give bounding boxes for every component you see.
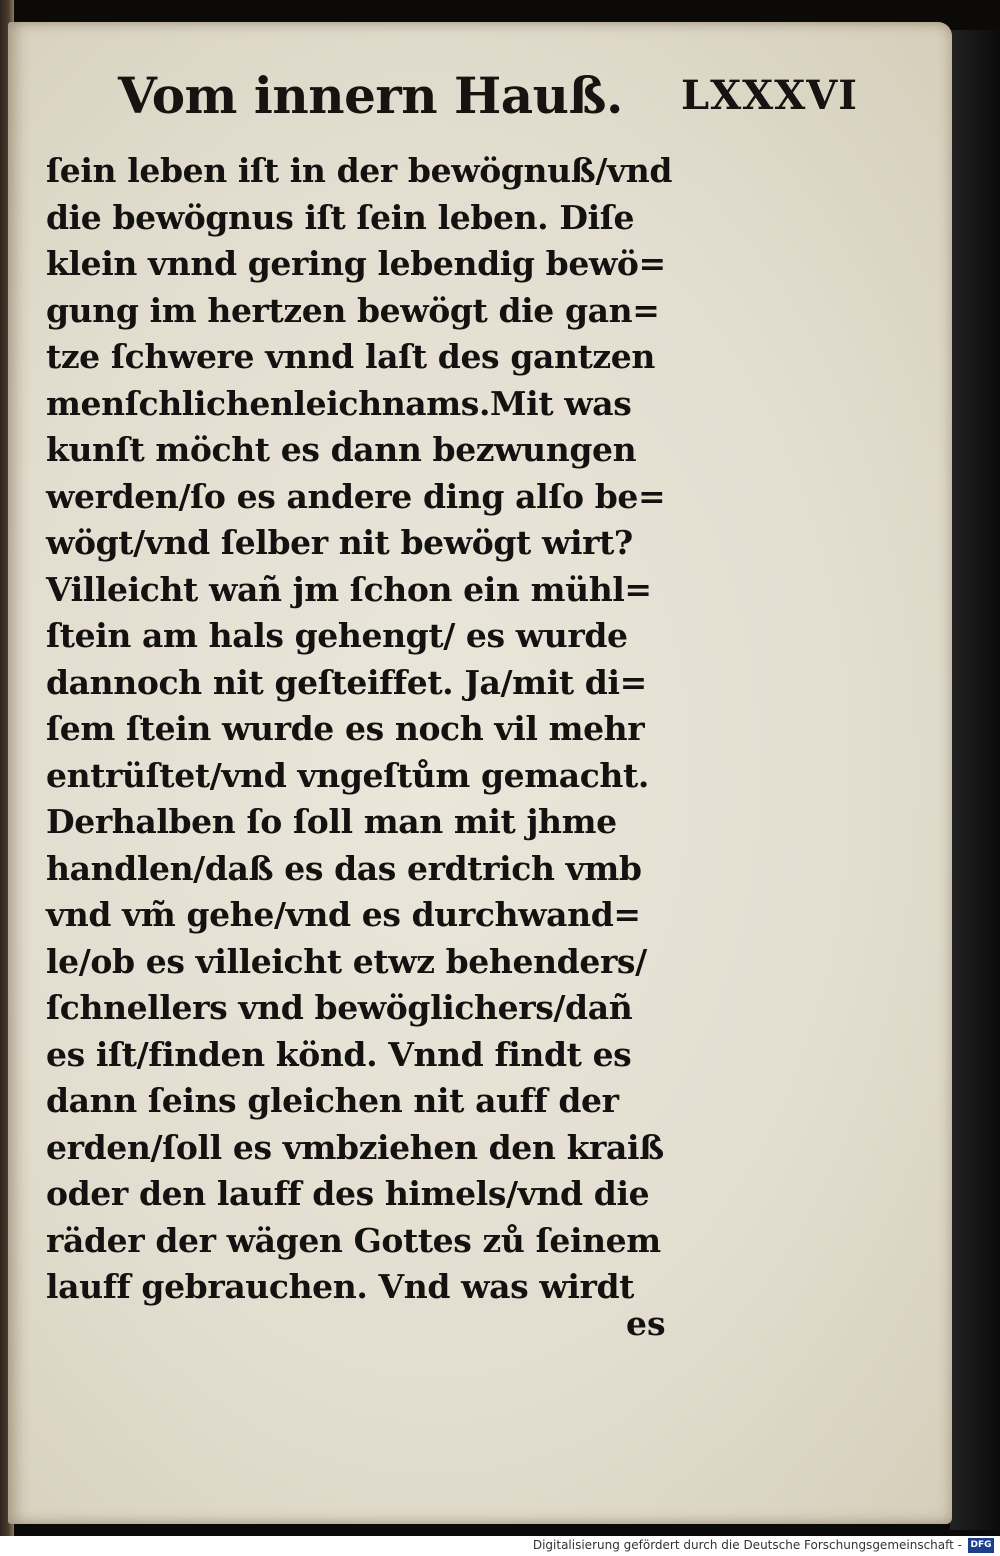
text-line: ſem ſtein wurde es noch vil mehr: [46, 709, 645, 748]
body-text: [46, 148, 676, 1311]
text-line: dannoch nit geſteiffet. Ja/mit di=: [46, 662, 647, 702]
text-line: tze ſchwere vnnd laſt des gantzen: [46, 337, 655, 376]
text-line: Derhalben ſo ſoll man mit jhme: [46, 802, 617, 841]
text-line: gung im hertzen bewögt die gan=: [46, 290, 660, 330]
text-line: oder den lauff des himels/vnd die: [46, 1174, 650, 1213]
funding-credit: Digitalisierung gefördert durch die Deutsche Forschungsgemeinschaft -: [532, 1538, 962, 1552]
text-line: handlen/daß es das erdtrich vmb: [46, 848, 642, 888]
text-line: vnd vm̃ gehe/vnd es durchwand=: [46, 895, 641, 934]
text-line: lauff gebrauchen. Vnd was wirdt: [46, 1267, 635, 1306]
catchword: es: [626, 1304, 666, 1343]
text-line: kunſt möcht es dann bezwungen: [46, 430, 637, 469]
dfg-logo: DFG: [968, 1538, 994, 1553]
text-line: dann ſeins gleichen nit auff der: [46, 1081, 619, 1120]
folio-number: LXXXVI: [681, 72, 858, 119]
text-line: Villeicht wañ jm ſchon ein mühl=: [46, 569, 652, 609]
text-line: erden/ſoll es vmbziehen den kraiß: [46, 1127, 664, 1167]
text-line: ſtein am hals gehengt/ es wurde: [46, 616, 628, 655]
text-line: ſein leben iſt in der bewögnuß/vnd: [46, 151, 673, 190]
text-line: räder der wägen Gottes zů ſeinem: [46, 1220, 661, 1260]
text-line: le/ob es villeicht etwz behenders/: [46, 941, 647, 981]
running-title: Vom innern Hauß.: [118, 66, 623, 125]
text-line: ſchnellers vnd bewöglichers/dañ: [46, 988, 633, 1027]
text-line: klein vnnd gering lebendig bewö=: [46, 244, 666, 283]
text-line: werden/ſo es andere ding alſo be=: [46, 476, 666, 516]
text-line: wögt/vnd ſelber nit bewögt wirt?: [46, 523, 633, 562]
text-line: die bewögnus iſt ſein leben. Diſe: [46, 197, 635, 237]
text-line: es iſt/finden könd. Vnnd findt es: [46, 1034, 632, 1074]
text-line: entrüſtet/vnd vngeſtům gemacht.: [46, 755, 649, 795]
footer-bar: [0, 1536, 1000, 1556]
text-line: menſchlichenleichnams.Mit was: [46, 383, 632, 423]
page-shadow: [950, 30, 1000, 1530]
page-header: [118, 66, 858, 136]
